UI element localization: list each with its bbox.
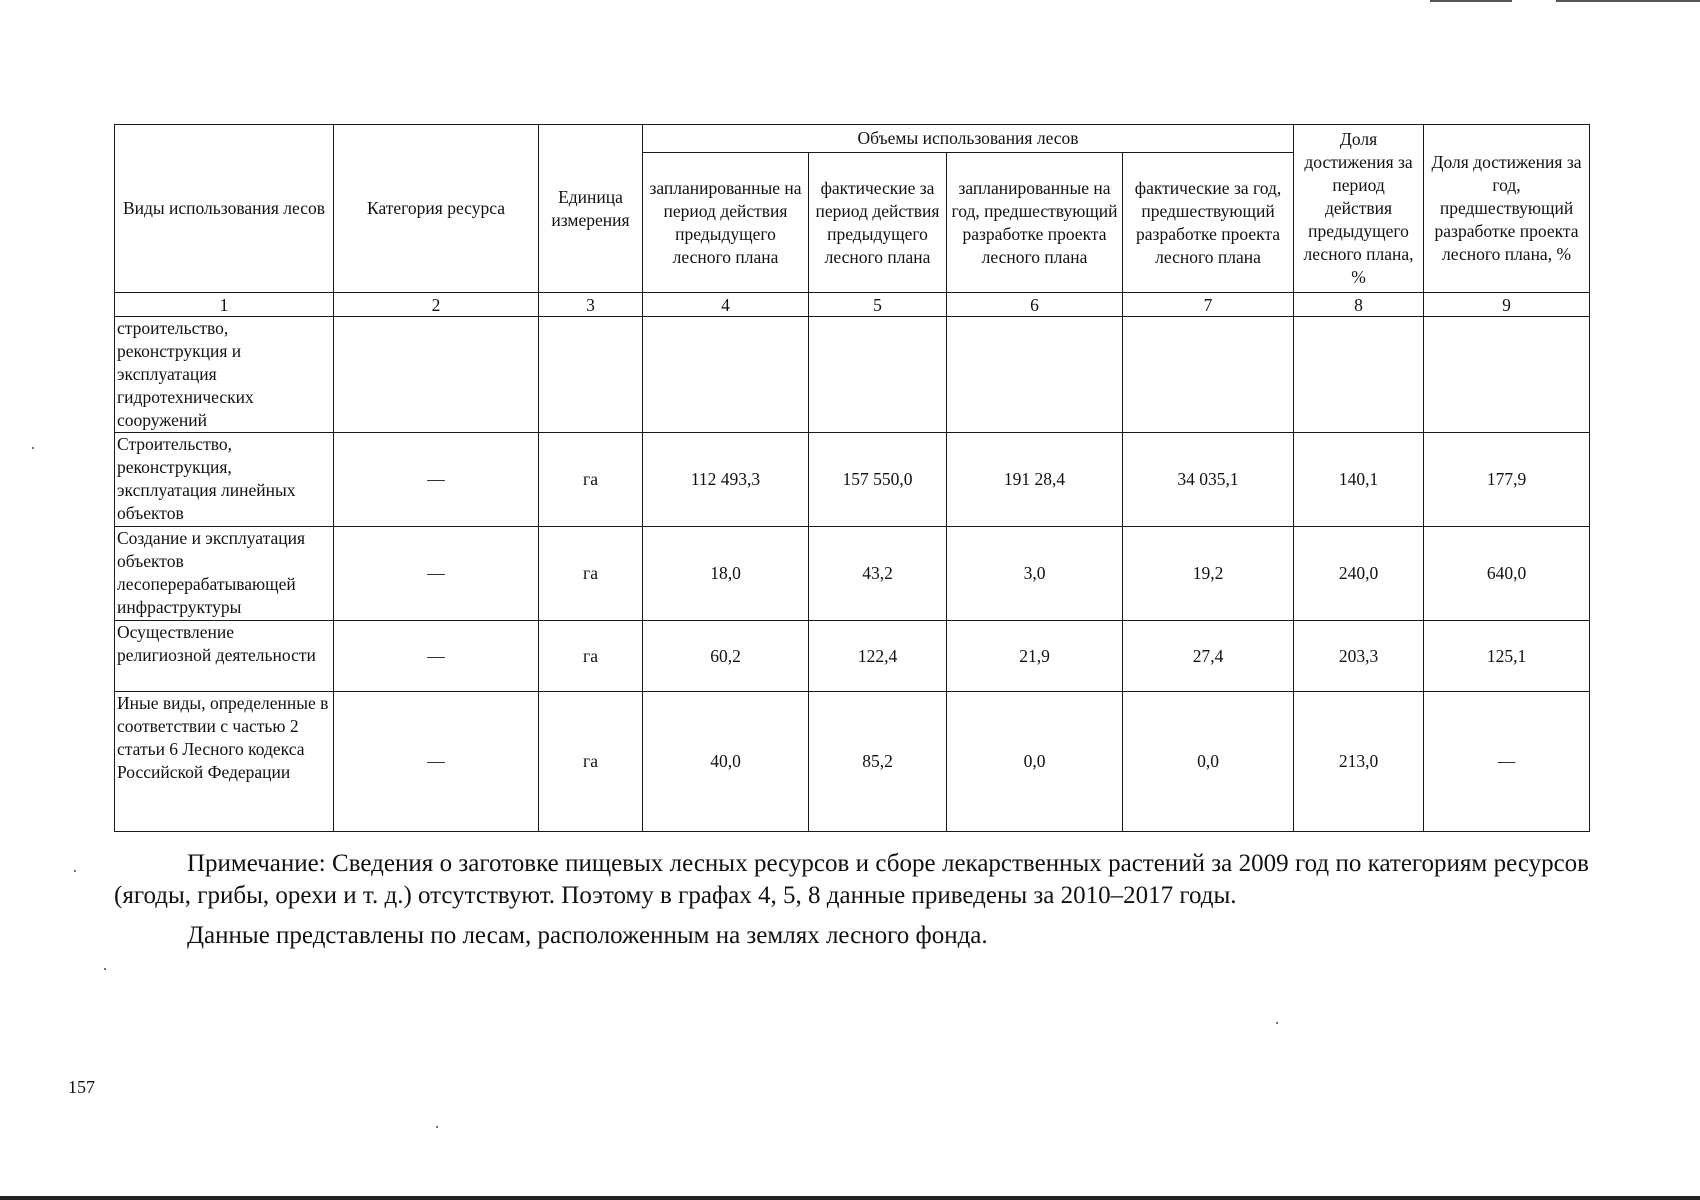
row-name: Создание и эксплуатация объектов лесоперерабатывающей инфраструктуры <box>115 527 334 621</box>
scan-speck <box>32 447 34 449</box>
cell-actual-year: 34 035,1 <box>1123 433 1294 527</box>
row-name: Иные виды, определенные в соответствии с частью 2 статьи 6 Лесного кодекса Российской Федерации <box>115 692 334 832</box>
table-row <box>115 527 1590 621</box>
scan-top-rule <box>1430 0 1700 2</box>
cell-actual-year: 27,4 <box>1123 621 1294 692</box>
cell-actual-period: 157 550,0 <box>809 433 947 527</box>
cell-planned-year: 191 28,4 <box>947 433 1123 527</box>
cell-unit: га <box>539 433 643 527</box>
cell-unit: га <box>539 692 643 832</box>
column-number: 5 <box>809 293 947 317</box>
page-number: 157 <box>68 1077 95 1097</box>
cell-share-period: 240,0 <box>1294 527 1424 621</box>
column-number: 1 <box>115 293 334 317</box>
cell-actual-year: 0,0 <box>1123 692 1294 832</box>
cell-planned-period: 60,2 <box>643 621 809 692</box>
cell-share-period: 203,3 <box>1294 621 1424 692</box>
cell-planned-year: 21,9 <box>947 621 1123 692</box>
scan-speck <box>74 870 76 872</box>
header-actual-period: фактические за период действия предыдущего лесного плана <box>809 153 947 293</box>
scan-speck <box>1276 1022 1278 1024</box>
row-name: Осуществление религиозной деятельности <box>115 621 334 692</box>
cell-category: — <box>334 527 539 621</box>
cell-actual-year: 19,2 <box>1123 527 1294 621</box>
column-number: 3 <box>539 293 643 317</box>
cell-planned-period <box>643 317 809 433</box>
table-row <box>115 692 1590 832</box>
header-planned-period: запланированные на период действия предыдущего лесного плана <box>643 153 809 293</box>
cell-share-year: — <box>1424 692 1590 832</box>
cell-unit <box>539 317 643 433</box>
table-row <box>115 621 1590 692</box>
cell-planned-year: 3,0 <box>947 527 1123 621</box>
header-unit: Единица измерения <box>539 125 643 293</box>
row-name: Строительство, реконструкция, эксплуатация линейных объектов <box>115 433 334 527</box>
cell-share-year <box>1424 317 1590 433</box>
header-resource-category: Категория ресурса <box>334 125 539 293</box>
cell-actual-period: 85,2 <box>809 692 947 832</box>
column-number: 9 <box>1424 293 1590 317</box>
cell-category: — <box>334 692 539 832</box>
cell-actual-year <box>1123 317 1294 433</box>
column-numbers-row <box>115 293 1590 317</box>
column-number: 4 <box>643 293 809 317</box>
header-volumes-group: Объемы использования лесов <box>643 125 1294 153</box>
header-forest-use-types: Виды использования лесов <box>115 125 334 293</box>
cell-actual-period <box>809 317 947 433</box>
cell-planned-year: 0,0 <box>947 692 1123 832</box>
cell-planned-period: 40,0 <box>643 692 809 832</box>
scan-speck <box>436 1126 438 1128</box>
forest-use-table <box>114 124 1590 832</box>
cell-category: — <box>334 433 539 527</box>
cell-share-period: 140,1 <box>1294 433 1424 527</box>
table-header-row <box>115 125 1590 153</box>
column-number: 8 <box>1294 293 1424 317</box>
header-share-year: Доля достижения за год, предшествующий разработке проекта лесного плана, % <box>1424 125 1590 293</box>
cell-actual-period: 122,4 <box>809 621 947 692</box>
scan-bottom-rule <box>0 1196 1700 1200</box>
cell-planned-year <box>947 317 1123 433</box>
note-paragraph: Данные представлены по лесам, расположенным на землях лесного фонда. <box>187 922 988 949</box>
header-planned-year: запланированные на год, предшествующий разработке проекта лесного плана <box>947 153 1123 293</box>
cell-planned-period: 112 493,3 <box>643 433 809 527</box>
table-row <box>115 317 1590 433</box>
cell-planned-period: 18,0 <box>643 527 809 621</box>
cell-unit: га <box>539 527 643 621</box>
header-share-period: Доля достижения за период действия предыдущего лесного плана, % <box>1294 125 1424 293</box>
scan-speck <box>104 968 106 970</box>
table-row <box>115 433 1590 527</box>
cell-share-period: 213,0 <box>1294 692 1424 832</box>
cell-share-period <box>1294 317 1424 433</box>
cell-category <box>334 317 539 433</box>
cell-share-year: 125,1 <box>1424 621 1590 692</box>
cell-category: — <box>334 621 539 692</box>
column-number: 6 <box>947 293 1123 317</box>
column-number: 7 <box>1123 293 1294 317</box>
column-number: 2 <box>334 293 539 317</box>
note-block <box>114 848 1589 960</box>
cell-share-year: 640,0 <box>1424 527 1590 621</box>
cell-actual-period: 43,2 <box>809 527 947 621</box>
note-paragraph: Примечание: Сведения о заготовке пищевых лесных ресурсов и сборе лекарственных растений за 2009 год по категориям ресурсов (ягоды, грибы, орехи и т. д.) отсутствуют. Поэтому в графах 4, 5, 8 данные приведены за 2010–2017 годы. <box>114 850 1589 909</box>
cell-unit: га <box>539 621 643 692</box>
cell-share-year: 177,9 <box>1424 433 1590 527</box>
header-actual-year: фактические за год, предшествующий разработке проекта лесного плана <box>1123 153 1294 293</box>
row-name: строительство, реконструкция и эксплуатация гидротехнических сооружений <box>115 317 334 433</box>
